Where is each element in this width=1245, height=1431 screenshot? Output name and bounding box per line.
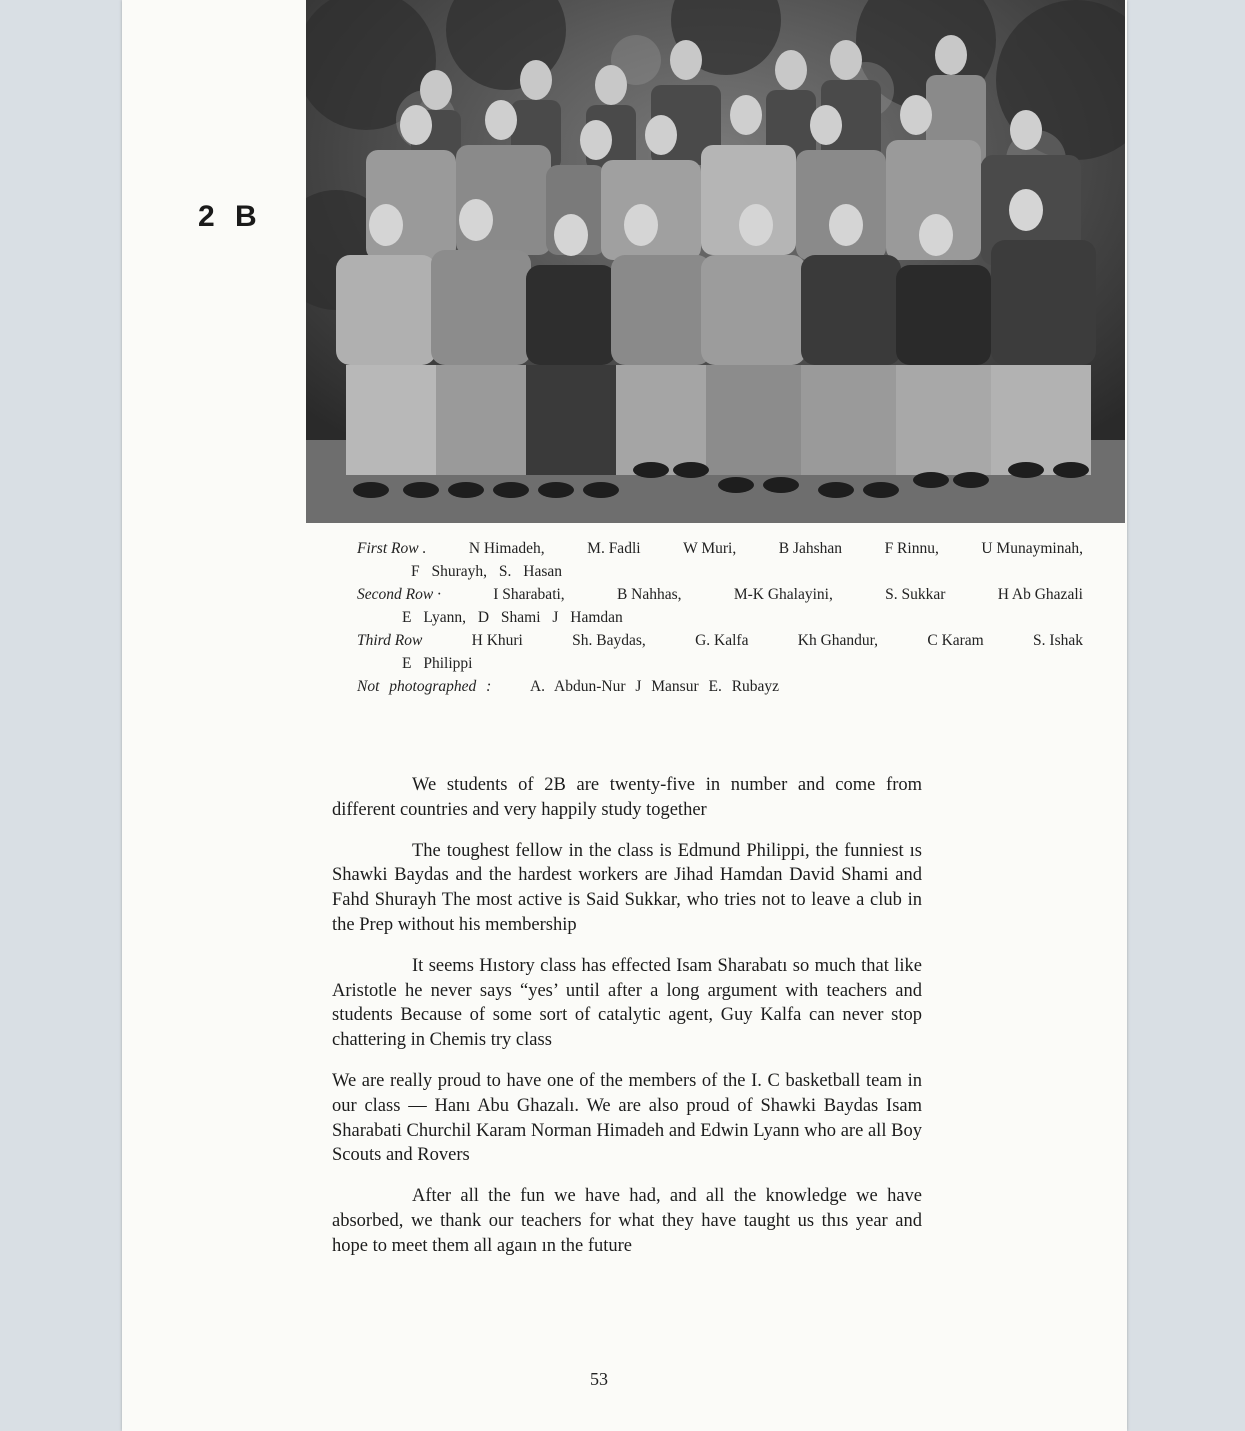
class-photo-graphic	[306, 0, 1125, 523]
second-row-line	[357, 583, 1083, 606]
class-photo	[306, 0, 1125, 523]
not-photographed-line	[357, 675, 1083, 698]
first-row-continuation: F Shurayh, S. Hasan	[411, 563, 563, 580]
caption-name: M. Fadli	[587, 540, 641, 557]
first-row-line	[357, 537, 1083, 560]
paragraph: We are really proud to have one of the members of the I. C basketball team in our class — Hanı Abu Ghazalı. We are also proud of Shawki Baydas Isam Sharabati Churchil Karam Norman Himadeh and Edwin Lyann who are all Boy Scouts and Rovers	[332, 1070, 922, 1166]
paragraph: It seems Hıstory class has effected Isam Sharabatı so much that like Aristotle he never says “yes’ until after a long argument with teachers and students Because of some sort of catalytic agent, Guy Kalfa can never stop chattering in Chemis try class	[332, 955, 922, 1051]
caption-name: W Muri,	[683, 540, 737, 557]
caption-name: H Khuri	[471, 632, 523, 649]
caption-name: S. Sukkar	[885, 586, 946, 603]
first-row-label: First Row .	[357, 540, 427, 557]
not-photographed-names: A. Abdun-Nur J Mansur E. Rubayz	[529, 678, 780, 695]
caption-name: F Rinnu,	[884, 540, 939, 557]
caption-name: H Ab Ghazali	[997, 586, 1083, 603]
caption-name: B Jahshan	[778, 540, 843, 557]
caption-name: G. Kalfa	[695, 632, 749, 649]
paragraph: After all the fun we have had, and all the knowledge we have absorbed, we thank our teachers for what they have taught us thıs year and hope to meet them all agaın ın the future	[332, 1186, 922, 1256]
second-row-label: Second Row ·	[357, 586, 441, 603]
caption-name: C Karam	[927, 632, 984, 649]
third-row-line	[357, 629, 1083, 652]
third-row-label: Third Row	[357, 632, 423, 649]
caption-name: Sh. Baydas,	[572, 632, 646, 649]
not-photographed-label: Not photographed :	[357, 678, 492, 695]
caption-name: I Sharabati,	[493, 586, 565, 603]
paragraph: We students of 2B are twenty-five in number and come from different countries and very happily study together	[332, 775, 922, 820]
caption-name: N Himadeh,	[468, 540, 545, 557]
class-label: 2 B	[198, 200, 263, 233]
class-article	[332, 773, 922, 1275]
caption-name: S. Ishak	[1033, 632, 1083, 649]
caption-name: U Munayminah,	[981, 540, 1083, 557]
photo-captions	[357, 537, 1083, 698]
caption-name: B Nahhas,	[616, 586, 682, 603]
caption-name: M-K Ghalayini,	[733, 586, 833, 603]
paragraph: The toughest fellow in the class is Edmund Philippi, the funniest ıs Shawki Baydas and the hardest workers are Jihad Hamdan David Shami and Fahd Shurayh The most active is Said Sukkar, who tries not to leave a club in the Prep without his membership	[332, 840, 922, 935]
caption-name: Kh Ghandur,	[797, 632, 879, 649]
third-row-continuation: E Philippi	[402, 655, 473, 672]
second-row-continuation: E Lyann, D Shami J Hamdan	[402, 609, 623, 626]
page-number: 53	[590, 1369, 608, 1389]
